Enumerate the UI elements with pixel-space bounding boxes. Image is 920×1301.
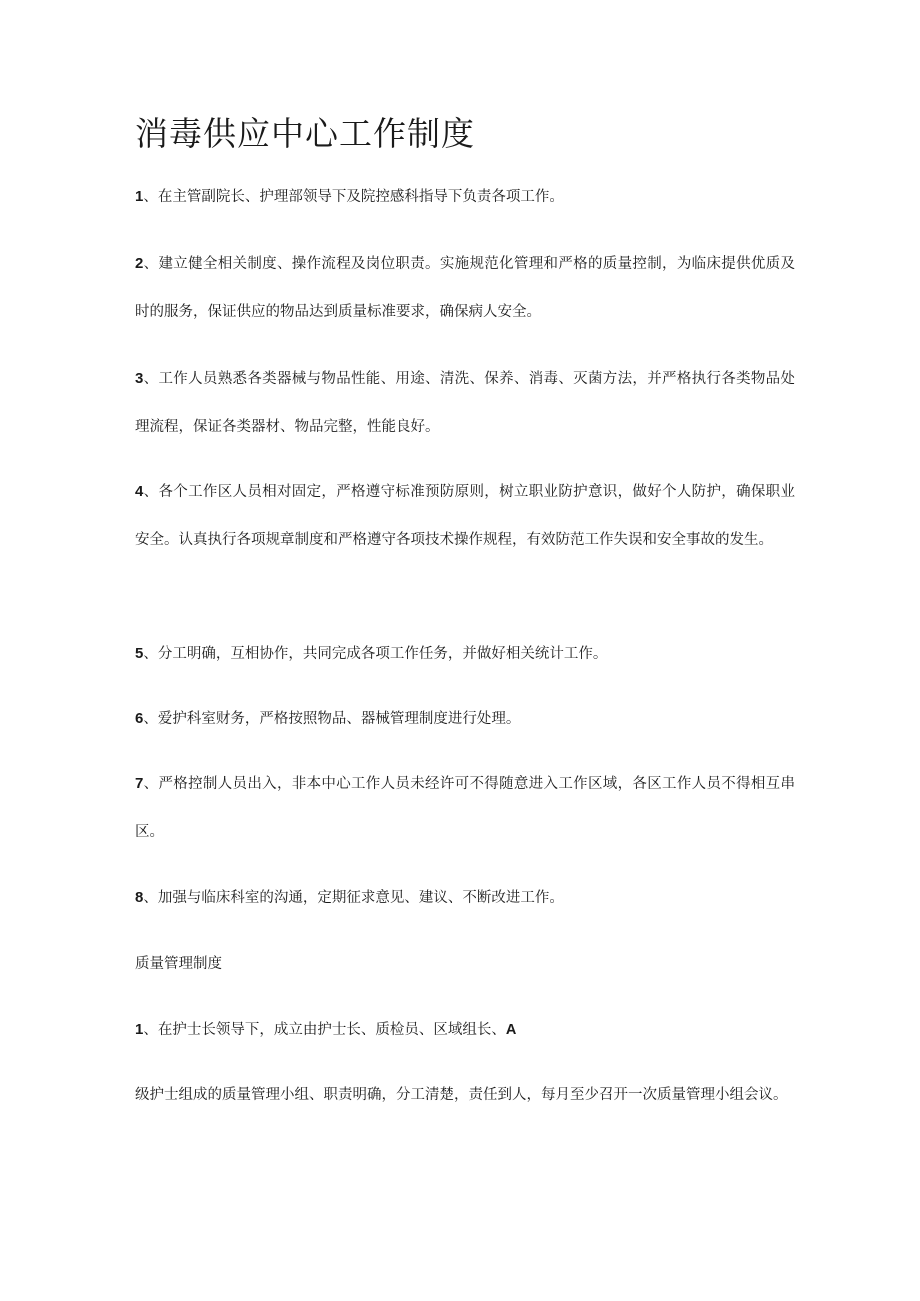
rule-item-1 [135,173,795,221]
rule-text: 、在主管副院长、护理部领导下及院控感科指导下负责各项工作。 [143,189,564,205]
quality-item-1-continued: 级护士组成的质量管理小组、职责明确，分工清楚，责任到人，每月至少召开一次质量管理小组会议。 [135,1087,788,1103]
rule-item-3 [135,355,795,451]
rule-item-6 [135,695,795,743]
rule-number: 7 [135,775,144,792]
rule-number: 1 [135,188,144,205]
rule-number: 1 [135,1021,144,1038]
rule-number: 2 [135,255,144,272]
document-title: 消毒供应中心工作制度 [135,114,475,153]
rule-item-2 [135,240,795,336]
rule-number: 4 [135,483,144,500]
rule-item-5 [135,630,795,678]
quality-item-1 [135,1006,795,1054]
rule-number: 8 [135,889,144,906]
rule-number: 6 [135,710,144,727]
rule-number: 3 [135,370,144,387]
grade-letter: A [505,1022,517,1038]
rule-text: 、加强与临床科室的沟通，定期征求意见、建议、不断改进工作。 [143,890,564,906]
rule-text: 、在护士长领导下，成立由护士长、质检员、区域组长、 [143,1022,506,1038]
rule-item-4 [135,468,795,564]
rule-text: 、分工明确，互相协作，共同完成各项工作任务，并做好相关统计工作。 [143,646,608,662]
rule-text: 、工作人员熟悉各类器械与物品性能、用途、清洗、保养、消毒、灭菌方法，并严格执行各类物品处理流程，保证各类器材、物品完整，性能良好。 [135,371,795,435]
section-heading: 质量管理制度 [135,956,222,972]
rule-item-8 [135,874,795,922]
rule-text: 、严格控制人员出入，非本中心工作人员未经许可不得随意进入工作区域，各区工作人员不得相互串区。 [135,776,795,840]
rule-text: 、建立健全相关制度、操作流程及岗位职责。实施规范化管理和严格的质量控制，为临床提供优质及时的服务，保证供应的物品达到质量标准要求，确保病人安全。 [135,256,795,320]
rule-text: 、爱护科室财务，严格按照物品、器械管理制度进行处理。 [143,711,521,727]
rule-text: 、各个工作区人员相对固定，严格遵守标准预防原则，树立职业防护意识，做好个人防护，确保职业安全。认真执行各项规章制度和严格遵守各项技术操作规程，有效防范工作失误和安全事故的发生。 [135,484,795,548]
rule-number: 5 [135,645,144,662]
rule-item-7 [135,760,795,856]
